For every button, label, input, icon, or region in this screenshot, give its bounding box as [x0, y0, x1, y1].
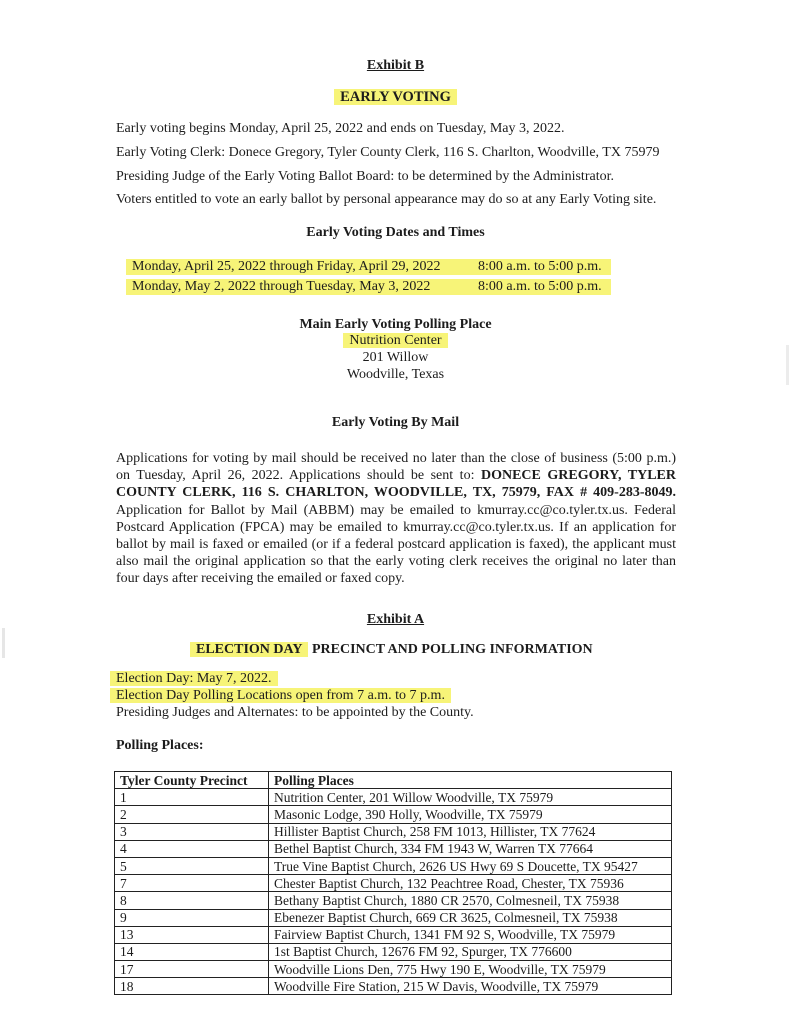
polling-place-cell: Fairview Baptist Church, 1341 FM 92 S, Woodville, TX 75979 — [269, 926, 672, 943]
early-voting-title: EARLY VOTING — [334, 89, 457, 105]
polling-places-label: Polling Places: — [116, 738, 204, 753]
precinct-cell: 17 — [115, 961, 269, 978]
polling-place-cell: Hillister Baptist Church, 258 FM 1013, Hillister, TX 77624 — [269, 823, 672, 840]
date-hours: 8:00 a.m. to 5:00 p.m. — [478, 259, 602, 274]
polling-place-cell: 1st Baptist Church, 12676 FM 92, Spurger, TX 776600 — [269, 943, 672, 960]
table-row — [115, 943, 672, 960]
table-row — [115, 909, 672, 926]
table-row — [115, 840, 672, 857]
polling-place-city: Woodville, Texas — [346, 367, 445, 382]
date-hours: 8:00 a.m. to 5:00 p.m. — [478, 279, 602, 294]
precinct-cell: 18 — [115, 978, 269, 995]
early-voting-mail-heading: Early Voting By Mail — [331, 415, 460, 430]
early-voting-dates-line: Early voting begins Monday, April 25, 2022 and ends on Tuesday, May 3, 2022. — [116, 121, 565, 136]
mail-paragraph — [116, 450, 676, 588]
precinct-cell: 13 — [115, 926, 269, 943]
polling-place-cell: True Vine Baptist Church, 2626 US Hwy 69 S Doucette, TX 95427 — [269, 857, 672, 874]
election-day-title-rest: PRECINCT AND POLLING INFORMATION — [311, 642, 593, 657]
table-row — [115, 961, 672, 978]
precinct-cell: 5 — [115, 857, 269, 874]
polling-place-street: 201 Willow — [362, 350, 429, 365]
date-range: Monday, May 2, 2022 through Tuesday, May 3, 2022 — [132, 279, 431, 294]
election-day-hours: Election Day Polling Locations open from 7 a.m. to 7 p.m. — [110, 688, 451, 703]
polling-place-cell: Nutrition Center, 201 Willow Woodville, TX 75979 — [269, 789, 672, 806]
table-row — [115, 978, 672, 995]
election-day-date: Election Day: May 7, 2022. — [110, 671, 278, 686]
early-voting-clerk-line: Early Voting Clerk: Donece Gregory, Tyler County Clerk, 116 S. Charlton, Woodville, TX 75979 — [116, 145, 660, 160]
table-header-row — [115, 772, 672, 789]
precinct-cell: 3 — [115, 823, 269, 840]
early-voting-date-row — [126, 259, 611, 275]
exhibit-a-heading: Exhibit A — [366, 612, 425, 627]
presiding-judge-line: Presiding Judge of the Early Voting Ballot Board: to be determined by the Administrator. — [116, 169, 614, 184]
column-header-polling-places: Polling Places — [269, 772, 672, 789]
date-range: Monday, April 25, 2022 through Friday, April 29, 2022 — [132, 259, 441, 274]
exhibit-b-heading: Exhibit B — [366, 58, 425, 73]
table-row — [115, 789, 672, 806]
polling-place-cell: Woodville Lions Den, 775 Hwy 190 E, Woodville, TX 75979 — [269, 961, 672, 978]
precinct-cell: 2 — [115, 806, 269, 823]
election-day-title — [190, 642, 593, 658]
presiding-judges-line: Presiding Judges and Alternates: to be appointed by the County. — [116, 705, 474, 720]
early-voting-date-row — [126, 279, 611, 295]
polling-place-cell: Chester Baptist Church, 132 Peachtree Road, Chester, TX 75936 — [269, 875, 672, 892]
polling-place-cell: Ebenezer Baptist Church, 669 CR 3625, Colmesneil, TX 75938 — [269, 909, 672, 926]
precinct-cell: 14 — [115, 943, 269, 960]
mail-text-after: Application for Ballot by Mail (ABBM) may be emailed to kmurray.cc@co.tyler.tx.us. Federal Postcard Application (FPCA) may be emailed to kmurray.cc@co.tyler.tx.us. If an application for ballot by mail is faxed or emailed (or if a federal postcard application is faxed), the applicant must also mail the original application so that the early voting clerk receives the original no later than four days after receiving the emailed or faxed copy. — [116, 502, 676, 587]
polling-place-cell: Masonic Lodge, 390 Holly, Woodville, TX 75979 — [269, 806, 672, 823]
precinct-cell: 7 — [115, 875, 269, 892]
polling-place-name: Nutrition Center — [343, 333, 447, 348]
table-row — [115, 806, 672, 823]
table-row — [115, 857, 672, 874]
table-row — [115, 875, 672, 892]
table-row — [115, 892, 672, 909]
precinct-cell: 9 — [115, 909, 269, 926]
table-row — [115, 823, 672, 840]
precinct-cell: 1 — [115, 789, 269, 806]
column-header-precinct: Tyler County Precinct — [115, 772, 269, 789]
precinct-cell: 8 — [115, 892, 269, 909]
voters-entitled-line: Voters entitled to vote an early ballot by personal appearance may do so at any Early Voting site. — [116, 192, 657, 207]
mail-text-before: Applications for voting by mail should be received no later than the close of business (5:00 p.m.) on Tuesday, April 26, 2022. Applications should be sent to: — [116, 451, 676, 484]
precinct-cell: 4 — [115, 840, 269, 857]
mail-clerk-address: DONECE GREGORY, TYLER COUNTY CLERK, 116 S. CHARLTON, WOODVILLE, TX, 75979, FAX # 409-283-8049. — [116, 468, 676, 501]
polling-places-table — [114, 771, 672, 995]
table-row — [115, 926, 672, 943]
main-polling-place-heading: Main Early Voting Polling Place — [299, 317, 492, 332]
scan-artifact — [2, 628, 5, 658]
polling-place-cell: Woodville Fire Station, 215 W Davis, Woodville, TX 75979 — [269, 978, 672, 995]
election-day-title-highlight: ELECTION DAY — [190, 642, 308, 657]
dates-times-heading: Early Voting Dates and Times — [306, 225, 485, 240]
polling-place-cell: Bethany Baptist Church, 1880 CR 2570, Colmesneil, TX 75938 — [269, 892, 672, 909]
polling-place-cell: Bethel Baptist Church, 334 FM 1943 W, Warren TX 77664 — [269, 840, 672, 857]
